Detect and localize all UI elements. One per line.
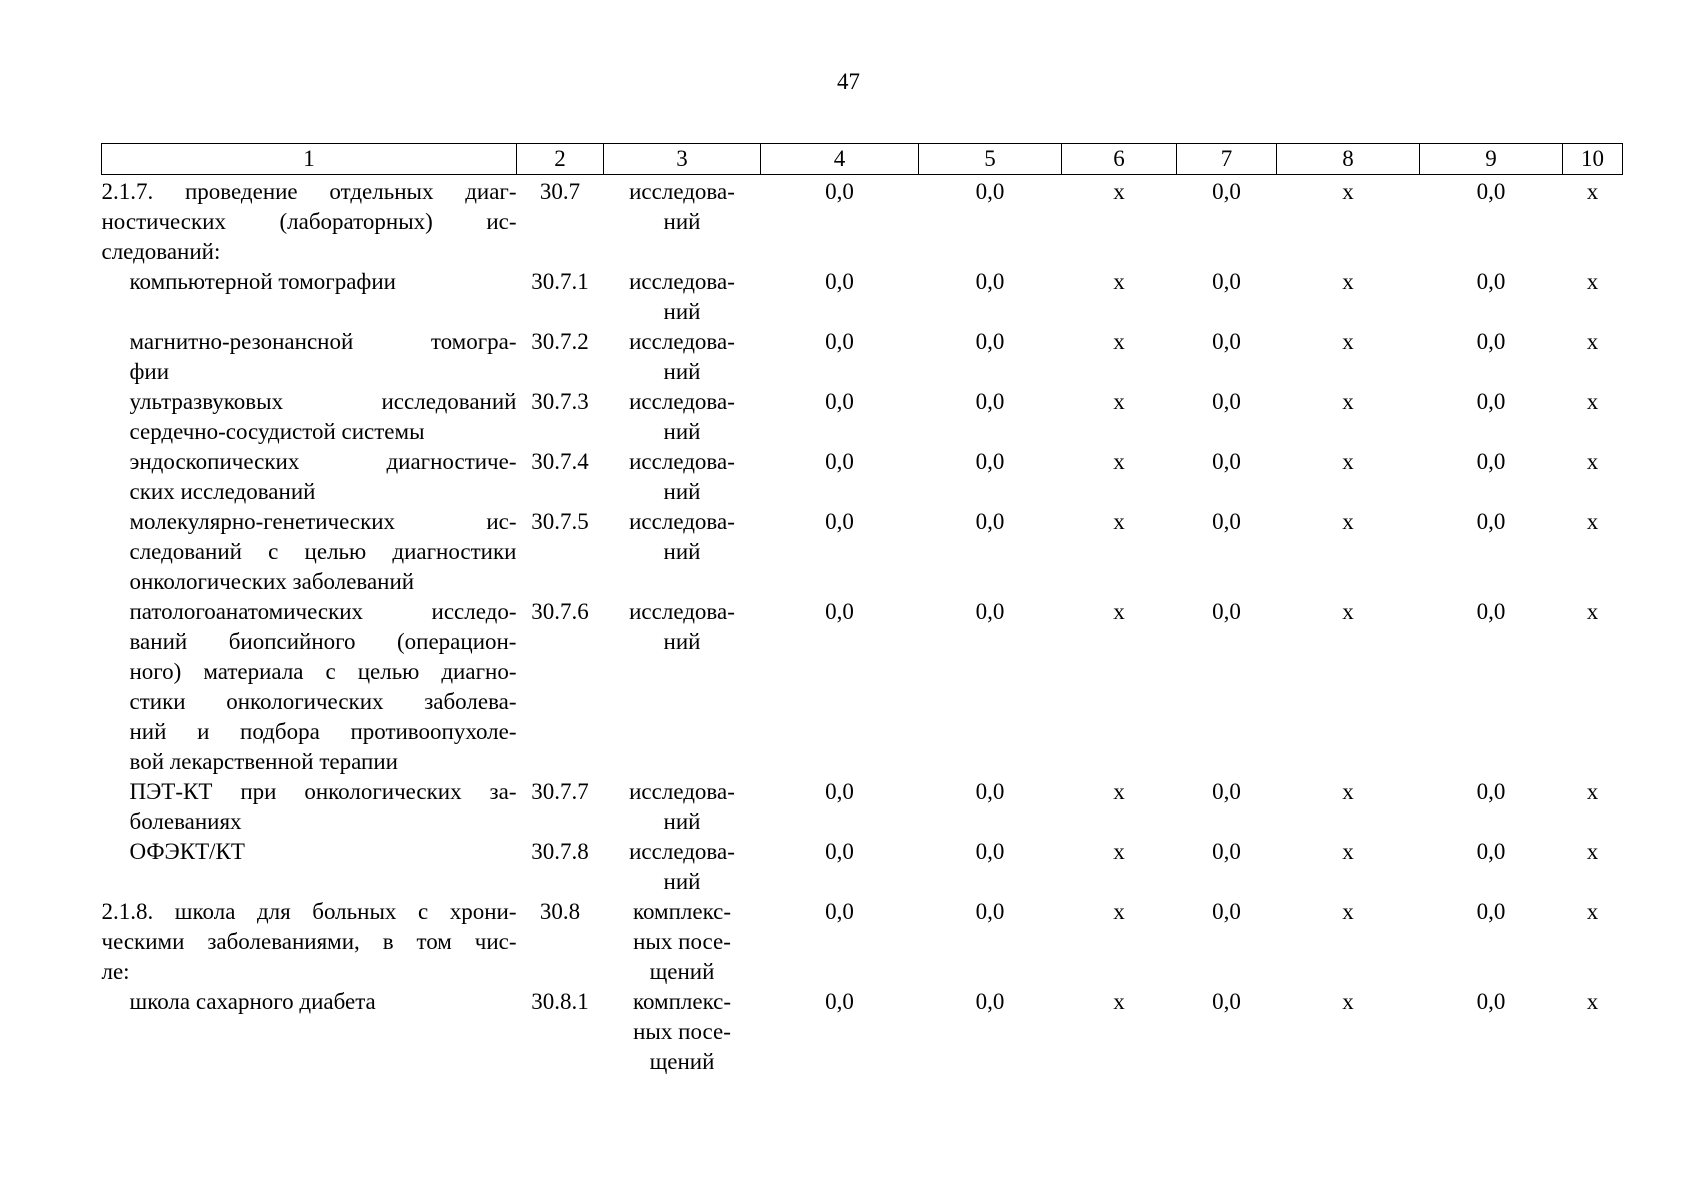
column-header: 4	[761, 144, 919, 175]
column-header: 9	[1420, 144, 1563, 175]
value-cell: х	[1586, 599, 1599, 624]
indicator-name-word: целью	[304, 539, 367, 564]
row-code-cell: 30.7	[539, 179, 581, 204]
indicator-name-cell	[102, 327, 517, 387]
value-cell: 0,0	[825, 839, 854, 864]
indicator-name-word: отдельных	[329, 179, 434, 204]
indicator-name-line	[130, 657, 517, 687]
indicator-name-word: том	[416, 929, 452, 954]
indicator-name-word: ний	[129, 719, 167, 744]
unit-line: исследова-	[629, 389, 735, 414]
value-cell: 0,0	[1212, 989, 1241, 1014]
value-cell: 0,0	[825, 599, 854, 624]
row-code-cell: 30.7.7	[531, 779, 589, 804]
indicator-name-word: при	[240, 779, 277, 804]
value-cell: 0,0	[825, 269, 854, 294]
unit-line: комплекс-	[632, 989, 732, 1014]
value-cell: 0,0	[825, 449, 854, 474]
indicator-name-word: противоопухоле-	[350, 719, 517, 744]
unit-line: исследова-	[629, 599, 735, 624]
value-cell: 0,0	[1212, 509, 1241, 534]
indicator-name-line: ских исследований	[129, 479, 316, 504]
indicator-name-cell	[102, 987, 517, 1077]
page-number: 47	[837, 69, 860, 94]
unit-line: комплекс-	[632, 899, 732, 924]
value-cell: 0,0	[975, 509, 1005, 534]
indicator-name-word: чис-	[474, 929, 517, 954]
value-cell: х	[1586, 329, 1599, 354]
value-cell: 0,0	[1212, 899, 1241, 924]
indicator-name-word: онкологических	[226, 689, 384, 714]
indicator-name-word: целью	[357, 659, 420, 684]
row-code-cell: 30.7.5	[531, 509, 589, 534]
value-cell: х	[1113, 509, 1125, 534]
indicator-name-word: материала	[203, 659, 304, 684]
unit-line: исследова-	[629, 839, 735, 864]
unit-cell	[604, 597, 761, 777]
column-header: 6	[1062, 144, 1177, 175]
value-cell: 0,0	[975, 179, 1005, 204]
value-cell: х	[1586, 449, 1599, 474]
table-row	[102, 777, 1623, 837]
row-code-cell: 30.8	[539, 899, 581, 924]
value-cell: 0,0	[1212, 449, 1241, 474]
value-cell: х	[1342, 389, 1354, 414]
indicator-name-word: (операцион-	[397, 629, 517, 654]
unit-line: ний	[663, 359, 701, 384]
value-cell: х	[1342, 269, 1354, 294]
indicator-name-cell	[102, 267, 517, 327]
row-code-cell: 30.7.4	[531, 449, 589, 474]
indicator-name-line: следований:	[101, 239, 221, 264]
column-header: 1	[102, 144, 517, 175]
indicator-name-word: ПЭТ-КТ	[129, 779, 213, 804]
value-cell: х	[1586, 779, 1599, 804]
indicator-name-line	[102, 177, 517, 207]
value-cell: х	[1342, 839, 1354, 864]
indicator-name-word: с	[417, 899, 429, 924]
value-cell: 0,0	[1476, 449, 1506, 474]
value-cell: х	[1113, 839, 1125, 864]
indicator-name-word: в	[382, 929, 394, 954]
row-code-cell: 30.7.8	[531, 839, 589, 864]
indicator-name-cell	[102, 175, 517, 268]
indicator-name-line	[102, 897, 517, 927]
table-row	[102, 267, 1623, 327]
value-cell: х	[1113, 179, 1125, 204]
indicator-name-word: ультразвуковых	[129, 389, 284, 414]
value-cell: х	[1342, 509, 1354, 534]
value-cell: х	[1342, 989, 1354, 1014]
indicator-name-word: (лабораторных)	[279, 209, 433, 234]
unit-cell	[604, 267, 761, 327]
indicator-name-line: фии	[129, 359, 170, 384]
unit-cell	[604, 897, 761, 987]
indicator-name-word: ваний	[129, 629, 188, 654]
value-cell: 0,0	[825, 779, 854, 804]
indicator-name-line	[102, 927, 517, 957]
value-cell: 0,0	[825, 509, 854, 534]
indicator-name-word: стики	[129, 689, 186, 714]
indicator-name-line	[130, 717, 517, 747]
unit-cell	[604, 507, 761, 597]
unit-line: исследова-	[629, 329, 735, 354]
value-cell: х	[1586, 989, 1599, 1014]
unit-cell	[604, 837, 761, 897]
indicator-name-word: 2.1.7.	[101, 179, 154, 204]
unit-cell	[604, 327, 761, 387]
value-cell: х	[1113, 269, 1125, 294]
unit-line: щений	[649, 959, 715, 984]
value-cell: 0,0	[825, 329, 854, 354]
indicator-name-word: ис-	[486, 209, 517, 234]
value-cell: 0,0	[1476, 389, 1506, 414]
indicator-name-word: 2.1.8.	[101, 899, 154, 924]
indicator-name-line	[130, 507, 517, 537]
indicator-name-word: диагно-	[441, 659, 517, 684]
unit-cell	[604, 175, 761, 268]
indicator-name-line	[130, 597, 517, 627]
indicator-name-line	[130, 537, 517, 567]
value-cell: 0,0	[975, 389, 1005, 414]
table-row	[102, 597, 1623, 777]
indicator-name-word: подбора	[240, 719, 320, 744]
value-cell: 0,0	[1476, 509, 1506, 534]
indicator-name-word: заболеваниями,	[207, 929, 360, 954]
value-cell: 0,0	[825, 899, 854, 924]
value-cell: 0,0	[1476, 599, 1506, 624]
indicator-name-word: следований	[129, 539, 242, 564]
value-cell: х	[1586, 389, 1599, 414]
value-cell: х	[1113, 329, 1125, 354]
table-row	[102, 175, 1623, 268]
column-header: 10	[1563, 144, 1623, 175]
indicator-name-word: ческими	[101, 929, 185, 954]
unit-cell	[604, 987, 761, 1077]
indicator-name-word: заболева-	[424, 689, 517, 714]
value-cell: х	[1342, 599, 1354, 624]
indicator-name-word: исследо-	[431, 599, 517, 624]
unit-cell	[604, 447, 761, 507]
value-cell: 0,0	[975, 449, 1005, 474]
unit-line: исследова-	[629, 269, 735, 294]
value-cell: 0,0	[825, 179, 854, 204]
indicator-name-line	[102, 207, 517, 237]
value-cell: х	[1586, 269, 1599, 294]
indicator-name-line	[130, 447, 517, 477]
value-cell: 0,0	[1476, 269, 1506, 294]
indicator-name-word: с	[268, 539, 279, 564]
indicator-name-line: школа сахарного диабета	[129, 989, 376, 1014]
value-cell: 0,0	[975, 599, 1005, 624]
unit-line: ний	[663, 869, 701, 894]
unit-line: исследова-	[629, 179, 735, 204]
value-cell: х	[1342, 329, 1354, 354]
indicator-name-word: онкологических	[304, 779, 462, 804]
indicator-name-word: томогра-	[430, 329, 517, 354]
row-code-cell: 30.7.6	[531, 599, 589, 624]
indicator-name-cell	[102, 897, 517, 987]
value-cell: х	[1113, 779, 1125, 804]
unit-line: ний	[663, 809, 701, 834]
column-header: 3	[604, 144, 761, 175]
unit-line: ных посе-	[633, 929, 731, 954]
value-cell: 0,0	[1476, 989, 1506, 1014]
value-cell: х	[1113, 899, 1125, 924]
table-row	[102, 327, 1623, 387]
table-row	[102, 897, 1623, 987]
indicator-name-cell	[102, 837, 517, 897]
indicator-name-cell	[102, 597, 517, 777]
table-row	[102, 447, 1623, 507]
value-cell: х	[1342, 779, 1354, 804]
indicator-name-word: биопсийного	[228, 629, 356, 654]
unit-line: исследова-	[629, 449, 735, 474]
indicator-name-line: сердечно-сосудистой системы	[129, 419, 425, 444]
statistics-table	[101, 143, 1623, 1077]
indicator-name-line	[130, 387, 517, 417]
value-cell: 0,0	[975, 269, 1005, 294]
unit-line: ний	[663, 209, 701, 234]
indicator-name-word: больных	[312, 899, 397, 924]
table-body	[102, 175, 1623, 1078]
indicator-name-word: за-	[489, 779, 517, 804]
indicator-name-line: вой лекарственной терапии	[129, 749, 398, 774]
value-cell: х	[1113, 989, 1125, 1014]
value-cell: 0,0	[1212, 269, 1241, 294]
unit-line: ний	[663, 629, 701, 654]
column-header: 8	[1277, 144, 1420, 175]
unit-line: ний	[663, 539, 701, 564]
indicator-name-word: эндоскопических	[129, 449, 300, 474]
value-cell: х	[1113, 389, 1125, 414]
value-cell: 0,0	[975, 989, 1005, 1014]
indicator-name-line	[130, 327, 517, 357]
indicator-name-word: проведение	[184, 179, 298, 204]
indicator-name-line	[130, 777, 517, 807]
value-cell: 0,0	[975, 839, 1005, 864]
row-code-cell: 30.7.2	[531, 329, 589, 354]
indicator-name-line	[130, 687, 517, 717]
indicator-name-line: ОФЭКТ/КТ	[129, 839, 245, 864]
indicator-name-line: онкологических заболеваний	[129, 569, 415, 594]
value-cell: 0,0	[1212, 779, 1241, 804]
value-cell: х	[1586, 899, 1599, 924]
indicator-name-line: компьютерной томографии	[129, 269, 396, 294]
row-code-cell: 30.8.1	[531, 989, 589, 1014]
indicator-name-word: и	[197, 719, 210, 744]
unit-line: щений	[649, 1049, 715, 1074]
indicator-name-word: ного)	[129, 659, 182, 684]
value-cell: х	[1342, 449, 1354, 474]
column-header: 5	[919, 144, 1062, 175]
value-cell: 0,0	[1476, 779, 1506, 804]
value-cell: 0,0	[975, 779, 1005, 804]
value-cell: х	[1113, 599, 1125, 624]
indicator-name-word: ностических	[101, 209, 226, 234]
column-header: 7	[1177, 144, 1277, 175]
table-row	[102, 837, 1623, 897]
unit-line: ных посе-	[633, 1019, 731, 1044]
indicator-name-word: молекулярно-генетических	[129, 509, 396, 534]
indicator-name-cell	[102, 387, 517, 447]
indicator-name-word: диаг-	[465, 179, 517, 204]
value-cell: х	[1342, 179, 1354, 204]
indicator-name-word: магнитно-резонансной	[129, 329, 354, 354]
value-cell: 0,0	[825, 989, 854, 1014]
indicator-name-word: ис-	[486, 509, 517, 534]
indicator-name-word: для	[256, 899, 291, 924]
unit-line: ний	[663, 419, 701, 444]
table-row	[102, 387, 1623, 447]
value-cell: 0,0	[1476, 179, 1506, 204]
value-cell: 0,0	[1212, 599, 1241, 624]
value-cell: 0,0	[1212, 839, 1241, 864]
indicator-name-word: диагностики	[392, 539, 517, 564]
indicator-name-word: с	[325, 659, 336, 684]
unit-cell	[604, 387, 761, 447]
indicator-name-word: хрони-	[449, 899, 517, 924]
value-cell: 0,0	[975, 329, 1005, 354]
indicator-name-line: болеваниях	[129, 809, 242, 834]
row-code-cell: 30.7.1	[531, 269, 589, 294]
indicator-name-word: патологоанатомических	[129, 599, 364, 624]
row-code-cell: 30.7.3	[531, 389, 589, 414]
value-cell: 0,0	[1212, 389, 1241, 414]
value-cell: 0,0	[1212, 329, 1241, 354]
value-cell: х	[1586, 509, 1599, 534]
column-header: 2	[517, 144, 604, 175]
indicator-name-line	[130, 627, 517, 657]
unit-line: ний	[663, 299, 701, 324]
indicator-name-word: школа	[174, 899, 236, 924]
indicator-name-cell	[102, 777, 517, 837]
value-cell: х	[1586, 839, 1599, 864]
unit-cell	[604, 777, 761, 837]
value-cell: 0,0	[1476, 329, 1506, 354]
value-cell: х	[1342, 899, 1354, 924]
value-cell: 0,0	[1476, 899, 1506, 924]
value-cell: х	[1586, 179, 1599, 204]
table-row	[102, 987, 1623, 1077]
unit-line: ний	[663, 479, 701, 504]
table-row	[102, 507, 1623, 597]
value-cell: 0,0	[975, 899, 1005, 924]
value-cell: 0,0	[1476, 839, 1506, 864]
value-cell: 0,0	[825, 389, 854, 414]
indicator-name-cell	[102, 447, 517, 507]
unit-line: исследова-	[629, 509, 735, 534]
indicator-name-word: диагностиче-	[386, 449, 517, 474]
indicator-name-cell	[102, 507, 517, 597]
value-cell: х	[1113, 449, 1125, 474]
value-cell: 0,0	[1212, 179, 1241, 204]
indicator-name-line: ле:	[101, 959, 130, 984]
indicator-name-word: исследований	[381, 389, 517, 414]
unit-line: исследова-	[629, 779, 735, 804]
column-number-row	[102, 144, 1623, 175]
